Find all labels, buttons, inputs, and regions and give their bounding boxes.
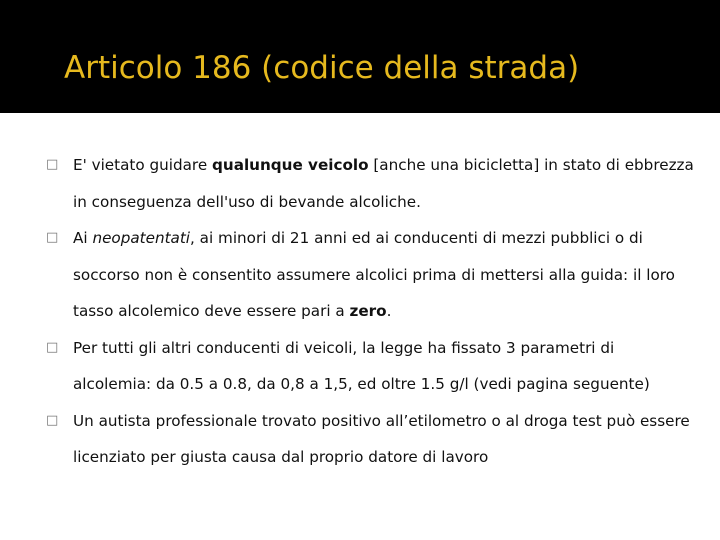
bullet-text: Un autista professionale trovato positivo all’etilometro o al droga test può essere licenziato per giusta causa dal proprio datore di lavoro bbox=[73, 411, 690, 466]
bullet-text-segment: , ai minori di 21 anni ed ai conducenti di mezzi pubblici o di soccorso non è consentito assumere alcolici prima di mettersi alla guida: il loro tasso alcolemico deve essere pari a bbox=[73, 229, 675, 320]
bullet-square-icon: □ bbox=[46, 157, 59, 172]
bullet-bold-text: zero bbox=[349, 302, 387, 320]
bullet-item bbox=[46, 147, 696, 220]
bullet-square-icon: □ bbox=[46, 230, 59, 245]
bullet-item bbox=[46, 220, 696, 330]
bullet-square-icon: □ bbox=[46, 412, 59, 428]
bullet-text-segment: E' vietato guidare bbox=[73, 156, 213, 174]
bullet-text: Per tutti gli altri conducenti di veicoli, la legge ha fissato 3 parametri di alcolemia: da 0.5 a 0.8, da 0,8 a 1,5, ed oltre 1.5 g/l (vedi pagina seguente) bbox=[73, 338, 650, 393]
title-bar bbox=[0, 0, 720, 113]
bullet-text bbox=[73, 147, 696, 220]
bullet-text bbox=[73, 220, 696, 330]
bullet-list bbox=[46, 147, 696, 476]
bullet-text-segment: Ai bbox=[73, 229, 93, 247]
slide-title: Articolo 186 (codice della strada) bbox=[64, 50, 580, 86]
bullet-item bbox=[46, 403, 696, 476]
bullet-text-segment: . bbox=[386, 302, 392, 320]
bullet-item bbox=[46, 330, 696, 403]
bullet-bold-text: qualunque veicolo bbox=[212, 156, 369, 174]
bullet-italic-text: neopatentati bbox=[92, 229, 191, 247]
bullet-square-icon: □ bbox=[46, 339, 59, 355]
bullet-text-segment: [anche una bicicletta] in stato di ebbrezza in conseguenza dell'uso di bevande alcoliche. bbox=[73, 156, 694, 211]
